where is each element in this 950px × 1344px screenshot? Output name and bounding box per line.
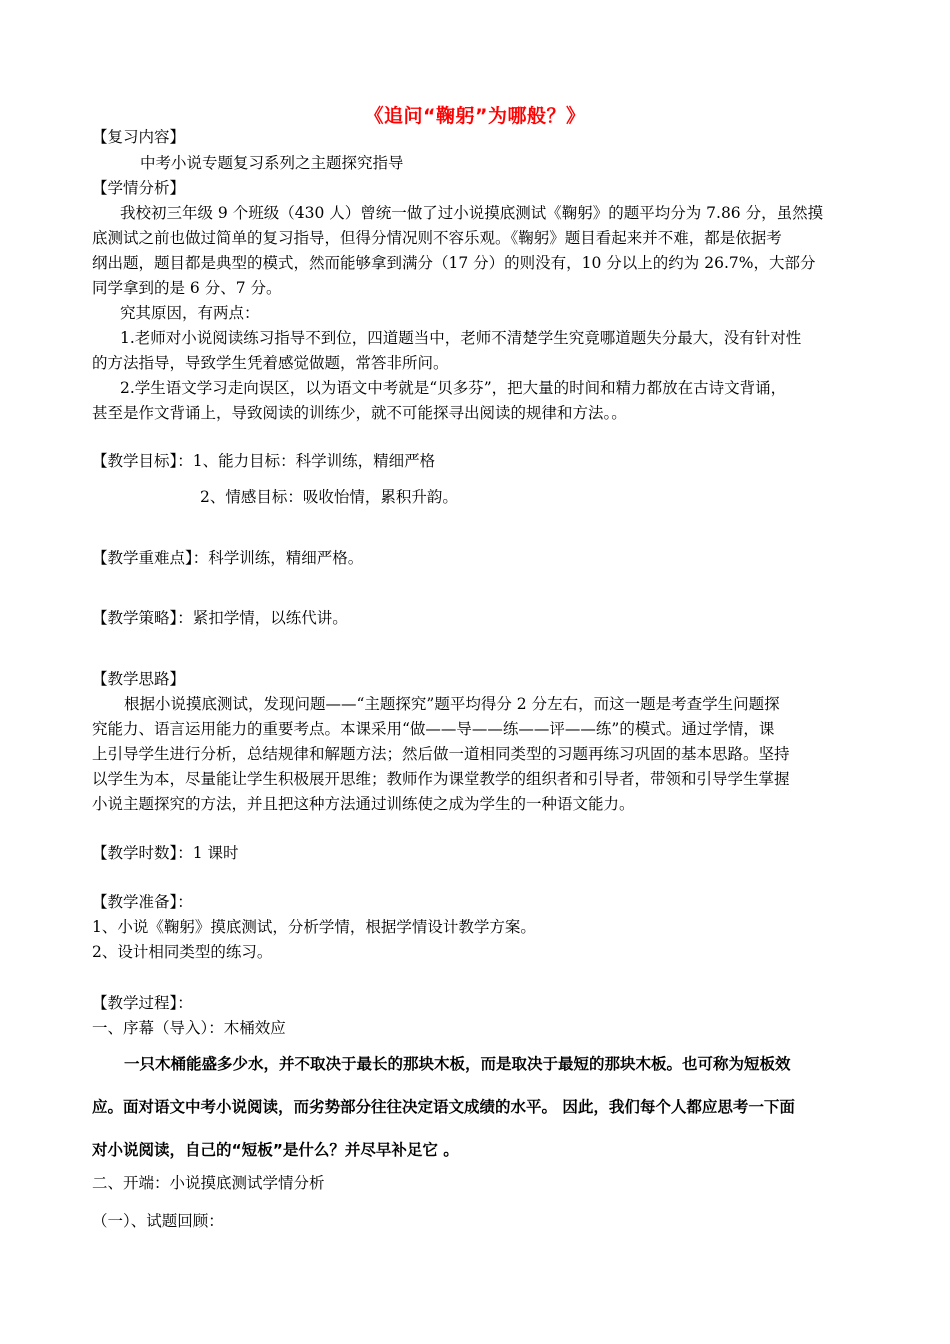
analysis-reason-intro: 究其原因，有两点： [120, 304, 260, 322]
analysis-paragraph-line: 纲出题，题目都是典型的模式，然而能够拿到满分（17 分）的则没有，10 分以上的约为 26.7%，大部分 [92, 254, 816, 272]
approach-heading: 【教学思路】 [92, 670, 186, 688]
analysis-reason-2-line: 甚至是作文背诵上，导致阅读的训练少，就不可能探寻出阅读的规律和方法。。 [92, 404, 627, 422]
preparation-item-1: 1、小说《鞠躬》摸底测试，分析学情，根据学情设计教学方案。 [92, 918, 536, 936]
analysis-paragraph-line: 我校初三年级 9 个班级（430 人）曾统一做了过小说摸底测试《鞠躬》的题平均分为 7.86 分，虽然摸 [120, 204, 824, 222]
goal-2: 2、情感目标：吸收怡情，累积升韵。 [200, 488, 458, 506]
preparation-item-2: 2、设计相同类型的练习。 [92, 943, 273, 961]
process-subsection-1: （一）、试题回顾： [92, 1212, 224, 1230]
approach-line: 究能力、语言运用能力的重要考点。本课采用“做——导——练——评——练”的模式。通过学情，课 [92, 720, 775, 738]
preparation-heading: 【教学准备】： [92, 893, 193, 911]
approach-line: 以学生为本，尽量能让学生积极展开思维；教师作为课堂教学的组织者和引导者，带领和引导学生掌握 [92, 770, 790, 788]
hours-heading: 【教学时数】： [92, 844, 193, 862]
analysis-paragraph-line: 同学拿到的是 6 分、7 分。 [92, 279, 282, 297]
goals-heading-label: 【教学目标】： [92, 452, 193, 470]
key-points-text: 科学训练，精细严格。 [208, 549, 364, 567]
document-title: 《追问“鞠躬”为哪般？》 [364, 105, 586, 127]
goal-1: 1、能力目标：科学训练，精细严格 [192, 452, 436, 470]
review-content-text: 中考小说专题复习系列之主题探究指导 [140, 154, 404, 172]
approach-line: 上引导学生进行分析，总结规律和解题方法；然后做一道相同类型的习题再练习巩固的基本思路。坚持 [92, 745, 790, 763]
analysis-reason-1-line: 1.老师对小说阅读练习指导不到位，四道题当中，老师不清楚学生究竟哪道题失分最大，没有针对性 [120, 329, 802, 347]
key-points-heading: 【教学重难点】： [92, 549, 209, 567]
review-content-heading: 【复习内容】 [92, 128, 186, 146]
analysis-paragraph-line: 底测试之前也做过简单的复习指导，但得分情况则不容乐观。《鞠躬》题目看起来并不难，都是依据考 [92, 229, 782, 247]
hours [92, 843, 239, 863]
analysis-reason-1-line: 的方法指导，导致学生凭着感觉做题，常答非所问。 [92, 354, 449, 372]
key-points [92, 548, 363, 568]
analysis-reason-2-line: 2.学生语文学习走向误区，以为语文中考就是“贝多芬”，把大量的时间和精力都放在古诗文背诵， [120, 379, 787, 397]
process-section-2: 二、开端：小说摸底测试学情分析 [92, 1174, 325, 1192]
process-bold-line: 对小说阅读，自己的“短板”是什么？并尽早补足它 。 [92, 1141, 459, 1159]
strategy-heading: 【教学策略】： [92, 609, 193, 627]
approach-line: 根据小说摸底测试，发现问题——“主题探究”题平均得分 2 分左右，而这一题是考查学生问题探 [124, 695, 780, 713]
process-bold-line: 一只木桶能盛多少水，并不取决于最长的那块木板，而是取决于最短的那块木板。也可称为短板效 [124, 1055, 791, 1073]
strategy-text: 紧扣学情，以练代讲。 [192, 609, 348, 627]
goals-heading [92, 451, 435, 471]
hours-text: 1 课时 [192, 844, 239, 862]
process-heading: 【教学过程】： [92, 994, 193, 1012]
process-section-1: 一、序幕（导入）：木桶效应 [92, 1019, 286, 1037]
strategy [92, 608, 348, 628]
analysis-heading: 【学情分析】 [92, 179, 186, 197]
approach-line: 小说主题探究的方法，并且把这种方法通过训练使之成为学生的一种语文能力。 [92, 795, 635, 813]
process-bold-line: 应。面对语文中考小说阅读，而劣势部分往往决定语文成绩的水平。 因此，我们每个人都应思考一下面 [92, 1098, 795, 1116]
